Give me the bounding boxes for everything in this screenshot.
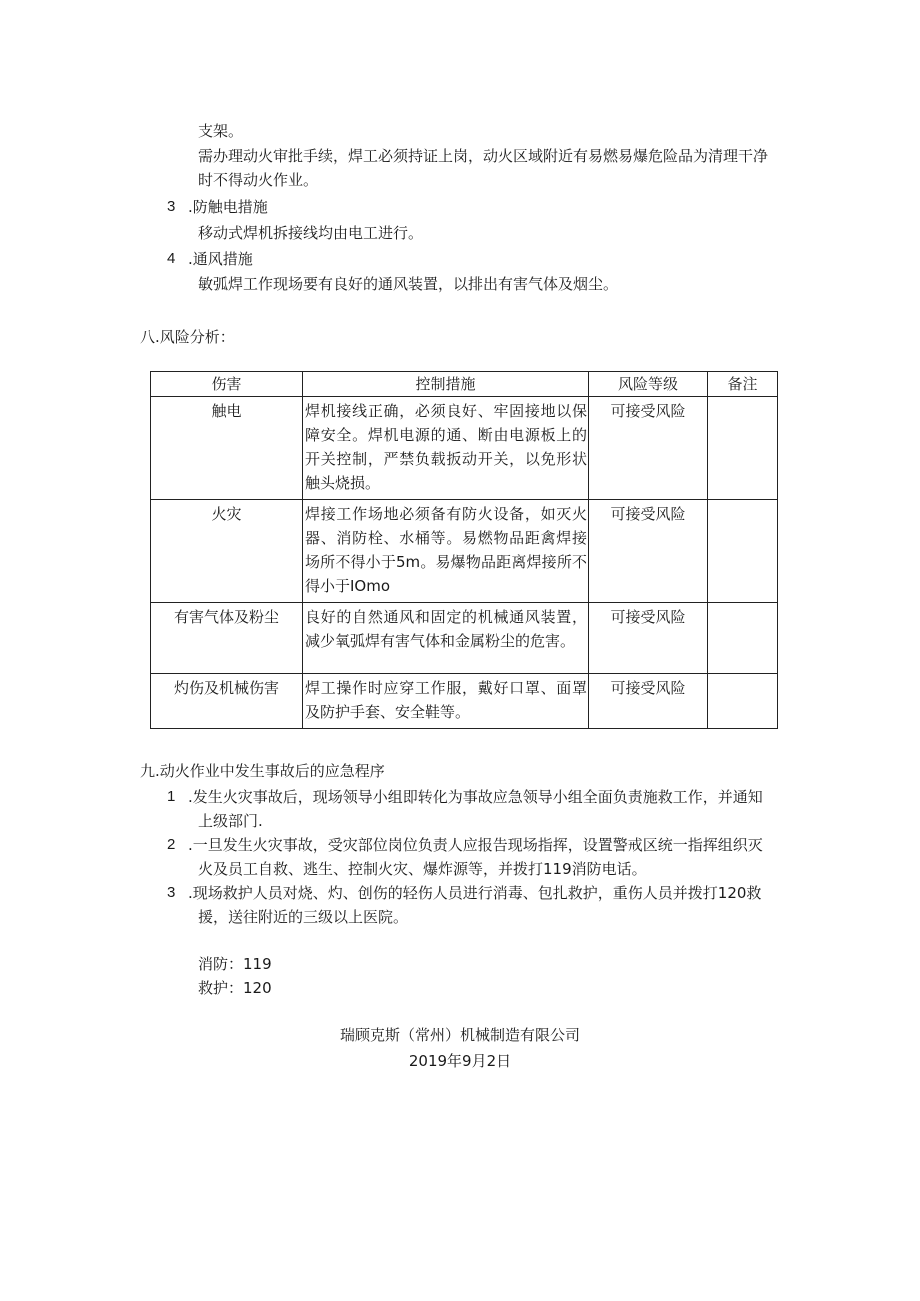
measure-4-number: 4 <box>167 250 176 267</box>
section-9-heading: 九.动火作业中发生事故后的应急程序 <box>140 762 385 780</box>
note-cell <box>708 603 778 674</box>
hazard-cell: 有害气体及粉尘 <box>151 603 303 674</box>
emergency-step-2-number: 2 <box>167 836 176 853</box>
column-header-level: 风险等级 <box>589 372 708 397</box>
emergency-step-2-line-2: 火及员工自救、逃生、控制火灾、爆炸源等，并拨打119消防电话。 <box>198 860 647 878</box>
risk-level-cell: 可接受风险 <box>589 500 708 603</box>
measure-4-title: .通风措施 <box>188 250 253 268</box>
hazard-cell: 触电 <box>151 397 303 500</box>
fire-permit-line-2: 时不得动火作业。 <box>198 171 319 189</box>
hazard-cell: 火灾 <box>151 500 303 603</box>
company-name: 瑞顾克斯（常州）机械制造有限公司 <box>339 1026 580 1044</box>
emergency-step-1-line-2: 上级部门. <box>198 812 263 830</box>
measure-4-body: 敏弧焊工作现场要有良好的通风装置，以排出有害气体及烟尘。 <box>198 275 619 293</box>
hazard-cell: 灼伤及机械伤害 <box>151 674 303 729</box>
risk-level-cell: 可接受风险 <box>589 397 708 500</box>
document-date: 2019年9月2日 <box>408 1052 512 1070</box>
risk-level-cell: 可接受风险 <box>589 674 708 729</box>
table-header-row <box>151 372 778 397</box>
column-header-measure: 控制措施 <box>303 372 589 397</box>
emergency-step-2-line-1: .一旦发生火灾事故，受灾部位岗位负责人应报告现场指挥，设置警戒区统一指挥组织灭 <box>188 836 763 854</box>
emergency-step-3-line-1: .现场救护人员对烧、灼、创伤的轻伤人员进行消毒、包扎救护，重伤人员并拨打120救 <box>188 884 762 902</box>
measure-3-title: .防触电措施 <box>188 198 268 216</box>
ambulance-contact: 救护：120 <box>198 979 272 997</box>
emergency-step-3-number: 3 <box>167 884 176 901</box>
table-row <box>151 603 778 674</box>
note-cell <box>708 397 778 500</box>
measure-cell: 良好的自然通风和固定的机械通风装置，减少氧弧焊有害气体和金属粉尘的危害。 <box>303 603 589 674</box>
measure-cell: 焊接工作场地必须备有防火设备，如灭火器、消防栓、水桶等。易燃物品距禽焊接场所不得小于5m。易爆物品距离焊接所不得小于IOmo <box>303 500 589 603</box>
note-cell <box>708 500 778 603</box>
risk-analysis-table <box>150 371 778 729</box>
column-header-note: 备注 <box>708 372 778 397</box>
table-row <box>151 397 778 500</box>
emergency-step-3-line-2: 援，送往附近的三级以上医院。 <box>198 908 409 926</box>
section-8-heading: 八.风险分析： <box>140 328 235 346</box>
fire-contact: 消防：119 <box>198 955 272 973</box>
emergency-step-1-number: 1 <box>167 788 176 805</box>
note-cell <box>708 674 778 729</box>
column-header-hazard: 伤害 <box>151 372 303 397</box>
measure-3-body: 移动式焊机拆接线均由电工进行。 <box>198 224 424 242</box>
risk-level-cell: 可接受风险 <box>589 603 708 674</box>
support-text: 支架。 <box>198 122 244 140</box>
table-row <box>151 500 778 603</box>
fire-permit-line-1: 需办理动火审批手续，焊工必须持证上岗，动火区域附近有易燃易爆危险品为清理干净 <box>198 147 769 165</box>
table-row <box>151 674 778 729</box>
emergency-step-1-line-1: .发生火灾事故后，现场领导小组即转化为事故应急领导小组全面负责施救工作，并通知 <box>188 788 763 806</box>
measure-cell: 焊机接线正确，必须良好、牢固接地以保障安全。焊机电源的通、断由电源板上的开关控制，严禁负载扳动开关，以免形状触头烧损。 <box>303 397 589 500</box>
measure-cell: 焊工操作时应穿工作服，戴好口罩、面罩及防护手套、安全鞋等。 <box>303 674 589 729</box>
measure-3-number: 3 <box>167 198 176 215</box>
